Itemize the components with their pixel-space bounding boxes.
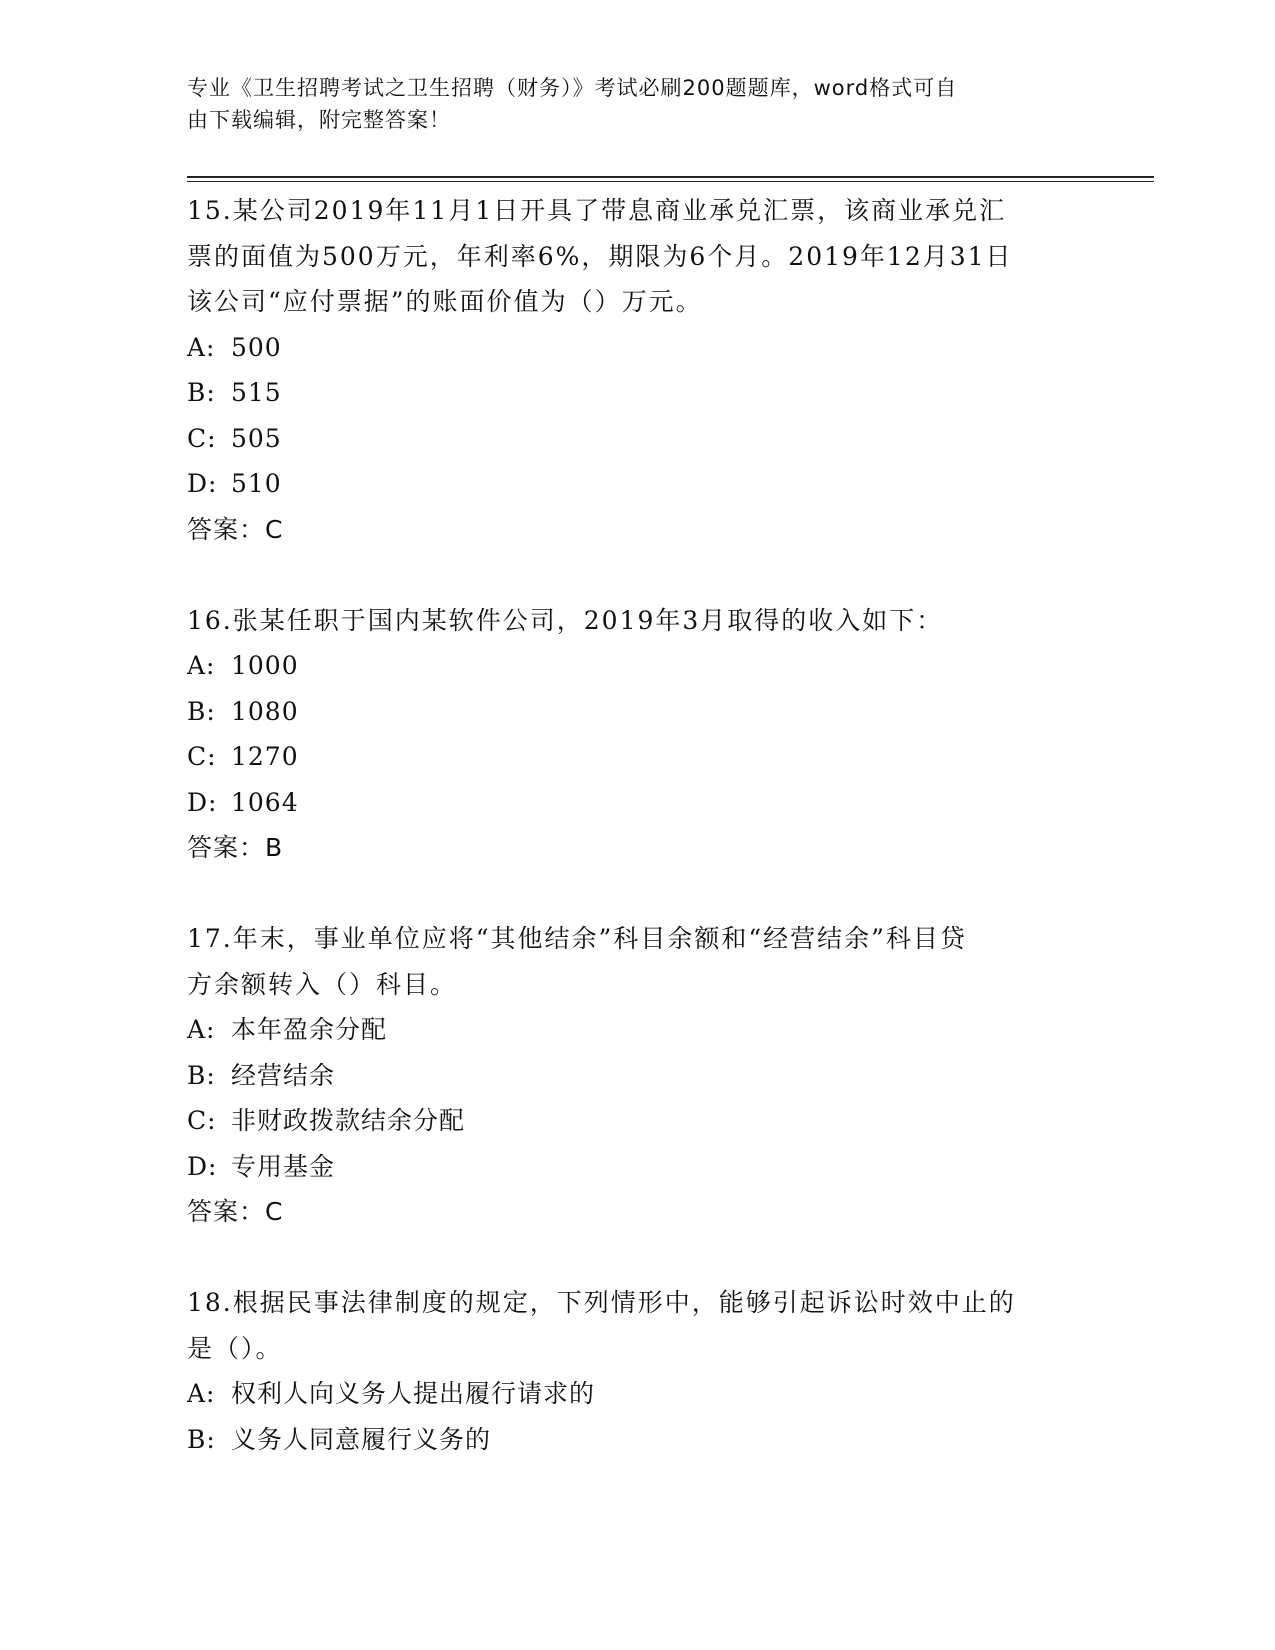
question-stem: 18.根据民事法律制度的规定，下列情形中，能够引起诉讼时效中止的 [187,1288,1016,1317]
question-spacer [187,1235,1077,1281]
option-letter: D: [187,787,218,817]
option-letter: A: [187,332,216,362]
question-stem: 方余额转入（）科目。 [187,969,458,999]
option-text: 1270 [231,742,299,771]
header-divider-bottom [187,181,1154,182]
option-text: 515 [231,378,282,407]
document-header [187,72,1067,136]
option-d [187,780,1077,826]
option-letter: B: [187,1060,216,1090]
option-c [187,734,1077,780]
option-text: 1080 [231,696,299,726]
option-text: 1000 [231,651,299,680]
header-divider-top [187,176,1154,178]
header-line-1: 专业《卫生招聘考试之卫生招聘（财务）》考试必刷200题题库，word格式可自 [187,76,958,100]
question-18 [187,1280,1077,1462]
header-line-2: 由下载编辑，附完整答案！ [187,108,451,132]
option-letter: C: [187,742,217,771]
answer-line: 答案：C [187,1197,284,1226]
question-stem: 17.年末，事业单位应将“其他结余”科目余额和“经营结余”科目贷 [187,924,967,953]
option-letter: D: [187,1151,218,1181]
option-text: 义务人同意履行义务的 [231,1424,492,1454]
option-text: 权利人向义务人提出履行请求的 [231,1379,596,1408]
option-letter: A: [187,1379,216,1408]
option-letter: D: [187,469,218,498]
option-text: 1064 [231,787,299,817]
option-b [187,1053,1077,1099]
option-letter: A: [187,1015,216,1044]
option-a [187,325,1077,371]
option-letter: C: [187,423,217,453]
option-c [187,416,1077,462]
question-15 [187,188,1077,552]
question-stem: 16.张某任职于国内某软件公司，2019年3月取得的收入如下： [187,605,944,635]
option-d [187,461,1077,507]
question-spacer [187,871,1077,917]
question-17 [187,916,1077,1235]
question-stem: 票的面值为500万元，年利率6%，期限为6个月。2019年12月31日 [187,241,1013,271]
option-text: 经营结余 [231,1060,336,1090]
option-d [187,1144,1077,1190]
answer-line: 答案：C [187,514,284,544]
option-a [187,1371,1077,1417]
option-letter: B: [187,696,216,726]
option-letter: C: [187,1106,217,1135]
option-b [187,1417,1077,1463]
question-spacer [187,552,1077,598]
option-text: 非财政拨款结余分配 [231,1106,466,1135]
option-c [187,1098,1077,1144]
option-text: 专用基金 [231,1151,336,1181]
question-list [187,188,1077,1462]
question-stem: 是（）。 [187,1333,283,1363]
option-b [187,370,1077,416]
answer-line: 答案：B [187,833,284,862]
option-letter: B: [187,1424,216,1454]
question-stem: 15.某公司2019年11月1日开具了带息商业承兑汇票，该商业承兑汇 [187,196,1007,225]
option-text: 510 [231,469,282,498]
option-text: 本年盈余分配 [231,1015,388,1044]
option-text: 505 [231,423,282,453]
option-a [187,643,1077,689]
option-letter: B: [187,378,216,407]
option-letter: A: [187,651,216,680]
question-16 [187,598,1077,871]
option-text: 500 [231,332,282,362]
option-b [187,689,1077,735]
question-stem: 该公司“应付票据”的账面价值为（）万元。 [187,287,703,316]
option-a [187,1007,1077,1053]
